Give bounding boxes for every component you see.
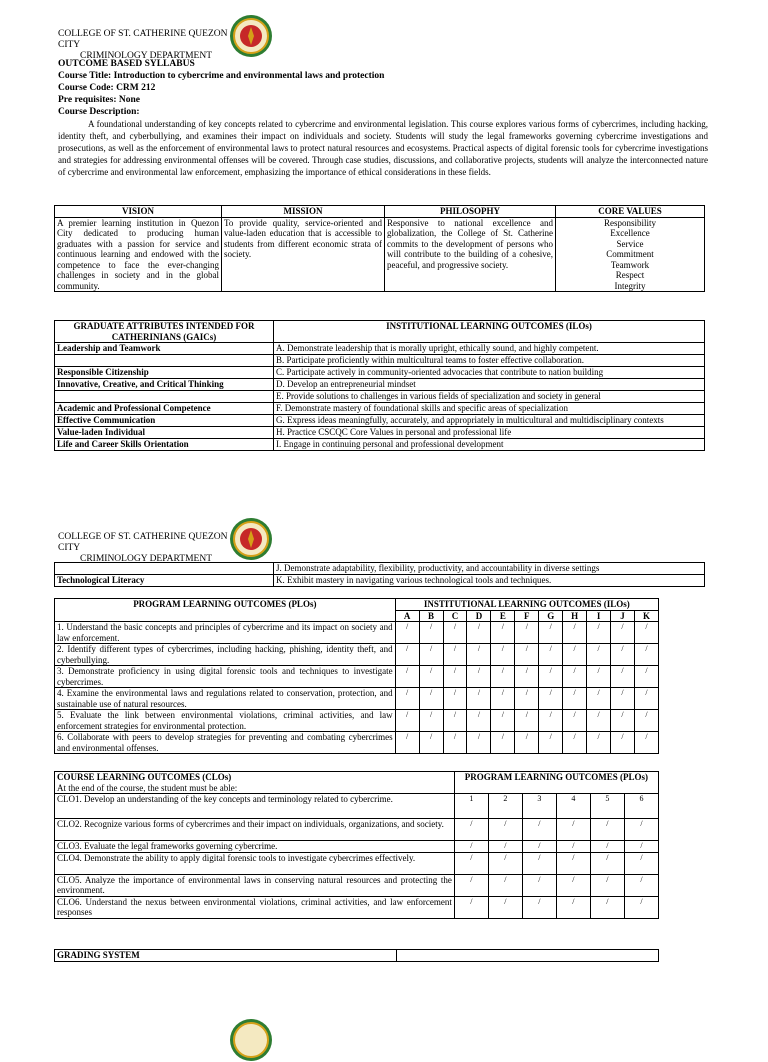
course-title-label: Course Title: xyxy=(58,71,112,81)
mapping-mark: / xyxy=(491,666,515,688)
clo-text: CLO5. Analyze the importance of environmental laws in conserving natural resources and protecting the environment. xyxy=(55,874,455,896)
table-row xyxy=(55,415,705,427)
mapping-mark: / xyxy=(590,874,624,896)
mapping-mark: / xyxy=(563,688,587,710)
mapping-mark: / xyxy=(467,622,491,644)
ilo-text: J. Demonstrate adaptability, flexibility, productivity, and accountability in diverse settings xyxy=(274,563,705,575)
ilo-column-header: H xyxy=(563,610,587,622)
gaic-attribute: Leadership and Teamwork xyxy=(55,343,274,355)
mapping-mark: / xyxy=(467,732,491,754)
mapping-mark: / xyxy=(522,819,556,841)
mapping-mark: / xyxy=(624,874,658,896)
mapping-mark: / xyxy=(556,841,590,853)
plo-column-header: 5 xyxy=(590,794,624,819)
mapping-mark: / xyxy=(467,710,491,732)
mapping-mark: / xyxy=(395,666,419,688)
mapping-mark: / xyxy=(556,819,590,841)
table-row xyxy=(55,403,705,415)
vision-text: A premier learning institution in Quezon City dedicated to producing human graduates with a passion for service and continuous learning and endowed with the competence to face the ever-changing challenges in society and in the global community. xyxy=(55,217,222,292)
table-row xyxy=(55,874,659,896)
mapping-mark: / xyxy=(587,710,611,732)
mission-text: To provide quality, service-oriented and value-laden education that is accessible to students from different economic strata of society. xyxy=(222,217,385,292)
mapping-mark: / xyxy=(454,841,488,853)
mapping-mark: / xyxy=(419,732,443,754)
mapping-mark: / xyxy=(611,732,635,754)
mapping-mark: / xyxy=(454,874,488,896)
mapping-mark: / xyxy=(634,688,658,710)
gaic-attribute xyxy=(55,391,274,403)
mapping-mark: / xyxy=(515,644,539,666)
clo-text: CLO4. Demonstrate the ability to apply digital forensic tools to investigate cybercrimes effectively. xyxy=(55,852,455,874)
mapping-mark: / xyxy=(634,666,658,688)
clo-text: CLO3. Evaluate the legal frameworks governing cybercrime. xyxy=(55,841,455,853)
mapping-mark: / xyxy=(395,732,419,754)
mapping-mark: / xyxy=(419,644,443,666)
table-row xyxy=(55,575,705,587)
table-row xyxy=(55,710,659,732)
mapping-mark: / xyxy=(634,732,658,754)
mapping-mark: / xyxy=(624,841,658,853)
grading-label: GRADING SYSTEM xyxy=(55,950,397,962)
plo-ilo-table xyxy=(54,598,659,754)
mapping-mark: / xyxy=(454,852,488,874)
mapping-mark: / xyxy=(587,666,611,688)
mapping-mark: / xyxy=(587,622,611,644)
mapping-mark: / xyxy=(611,688,635,710)
ilo-text: B. Participate proficiently within multicultural teams to foster effective collaboration. xyxy=(274,355,705,367)
mapping-mark: / xyxy=(443,644,467,666)
prereq-label: Pre requisites: xyxy=(58,95,117,105)
gaic-attribute: Life and Career Skills Orientation xyxy=(55,439,274,451)
mapping-mark: / xyxy=(590,896,624,918)
mapping-mark: / xyxy=(556,852,590,874)
plo-text: 1. Understand the basic concepts and principles of cybercrime and its impact on society and law enforcement. xyxy=(55,622,396,644)
vision-heading: VISION xyxy=(55,206,222,218)
ilo-column-header: C xyxy=(443,610,467,622)
mapping-mark: / xyxy=(539,622,563,644)
table-row xyxy=(55,896,659,918)
table-row xyxy=(55,427,705,439)
vision-mission-table xyxy=(54,205,705,292)
clo-subheading: At the end of the course, the student must be able: xyxy=(57,782,238,793)
mission-heading: MISSION xyxy=(222,206,385,218)
gaic-table xyxy=(54,320,705,451)
department-name: CRIMINOLOGY DEPARTMENT xyxy=(80,554,212,564)
ilo-column-header: G xyxy=(539,610,563,622)
mapping-mark: / xyxy=(590,841,624,853)
ilo-column-header: K xyxy=(634,610,658,622)
ilo-text: E. Provide solutions to challenges in various fields of specialization and society in general xyxy=(274,391,705,403)
clo-heading: COURSE LEARNING OUTCOMES (CLOs) xyxy=(57,772,232,782)
core-values-list xyxy=(556,217,705,292)
mapping-mark: / xyxy=(443,710,467,732)
clo-text: CLO6. Understand the nexus between environmental violations, criminal activities, and law enforcement responses xyxy=(55,896,455,918)
ilo-column-header: B xyxy=(419,610,443,622)
plo-text: 4. Examine the environmental laws and regulations related to conservation, protection, and sustainable use of natural resources. xyxy=(55,688,396,710)
plo-column-header: 4 xyxy=(556,794,590,819)
mapping-mark: / xyxy=(556,896,590,918)
plo-column-header: 2 xyxy=(488,794,522,819)
ilo-text: A. Demonstrate leadership that is morally upright, ethically sound, and highly competent. xyxy=(274,343,705,355)
gaic-attribute: Effective Communication xyxy=(55,415,274,427)
mapping-mark: / xyxy=(624,852,658,874)
mapping-mark: / xyxy=(611,666,635,688)
ilo-column-header: D xyxy=(467,610,491,622)
core-values-heading: CORE VALUES xyxy=(556,206,705,218)
mapping-mark: / xyxy=(395,688,419,710)
mapping-mark: / xyxy=(443,622,467,644)
plo-column-header: 3 xyxy=(522,794,556,819)
ilo-text: C. Participate actively in community-oriented advocacies that contribute to nation building xyxy=(274,367,705,379)
table-row xyxy=(55,666,659,688)
mapping-mark: / xyxy=(419,688,443,710)
mapping-mark: / xyxy=(491,688,515,710)
mapping-mark: / xyxy=(539,644,563,666)
table-row xyxy=(55,622,659,644)
table-row xyxy=(55,732,659,754)
description-label: Course Description: xyxy=(58,107,140,117)
table-row xyxy=(55,841,659,853)
mapping-mark: / xyxy=(515,710,539,732)
ilo-column-header: J xyxy=(611,610,635,622)
mapping-mark: / xyxy=(515,732,539,754)
ilo-text: G. Express ideas meaningfully, accurately, and appropriately in multicultural and multidisciplinary contexts xyxy=(274,415,705,427)
table-row xyxy=(55,343,705,355)
mapping-mark: / xyxy=(467,644,491,666)
table-row xyxy=(55,391,705,403)
mapping-mark: / xyxy=(539,688,563,710)
ilo-column-header: F xyxy=(515,610,539,622)
mapping-mark: / xyxy=(634,622,658,644)
table-row xyxy=(55,644,659,666)
grading-table xyxy=(54,949,659,962)
mapping-mark: / xyxy=(522,896,556,918)
mapping-mark: / xyxy=(515,666,539,688)
core-value: Commitment xyxy=(606,249,654,259)
gaic-attribute: Academic and Professional Competence xyxy=(55,403,274,415)
mapping-mark: / xyxy=(467,688,491,710)
mapping-mark: / xyxy=(624,819,658,841)
table-row xyxy=(55,379,705,391)
gaic-attribute: Innovative, Creative, and Critical Thinking xyxy=(55,379,274,391)
mapping-mark: / xyxy=(587,732,611,754)
mapping-mark: / xyxy=(467,666,491,688)
core-value: Service xyxy=(616,238,644,249)
mapping-mark: / xyxy=(443,688,467,710)
mapping-mark: / xyxy=(556,874,590,896)
table-row xyxy=(55,563,705,575)
ilo-heading: INSTITUTIONAL LEARNING OUTCOMES (ILOs) xyxy=(274,321,705,343)
mapping-mark: / xyxy=(590,819,624,841)
philosophy-heading: PHILOSOPHY xyxy=(385,206,556,218)
mapping-mark: / xyxy=(395,710,419,732)
college-name: COLLEGE OF ST. CATHERINE QUEZON CITY xyxy=(58,532,228,553)
ilo-heading: INSTITUTIONAL LEARNING OUTCOMES (ILOs) xyxy=(395,599,658,611)
mapping-mark: / xyxy=(539,710,563,732)
table-row xyxy=(55,367,705,379)
core-value: Integrity xyxy=(614,280,646,291)
core-value: Excellence xyxy=(610,228,650,238)
ilo-column-header: I xyxy=(587,610,611,622)
mapping-mark: / xyxy=(563,732,587,754)
mapping-mark: / xyxy=(539,732,563,754)
mapping-mark: / xyxy=(563,666,587,688)
plo-heading: PROGRAM LEARNING OUTCOMES (PLOs) xyxy=(55,599,396,622)
ilo-text: I. Engage in continuing personal and professional development xyxy=(274,439,705,451)
mapping-mark: / xyxy=(522,841,556,853)
plo-column-header: 1 xyxy=(454,794,488,819)
gaic-attribute: Value-laden Individual xyxy=(55,427,274,439)
mapping-mark: / xyxy=(491,732,515,754)
mapping-mark: / xyxy=(395,622,419,644)
mapping-mark: / xyxy=(587,644,611,666)
course-description: A foundational understanding of key concepts related to cybercrime and environmental legislation. This course explores various forms of cybercrimes, including hacking, identity theft, and cyberbullying, and examines their impact on individuals and society. Students will study the legal frameworks governing cybercrime investigations and prosecutions, as well as the enforcement of environmental laws to protect natural resources and ecosystems. Practical aspects of digital forensic tools for cybercrime investigations and strategies for addressing environmental offenses will be covered. Through case studies, discussions, and collaborative projects, students will analyze the interconnected nature of cybercrime and environmental law enforcement, emphasizing the importance of ethical considerations in these fields. xyxy=(58,119,708,177)
mapping-mark: / xyxy=(491,710,515,732)
core-value: Respect xyxy=(615,270,645,280)
mapping-mark: / xyxy=(515,688,539,710)
mapping-mark: / xyxy=(491,622,515,644)
mapping-mark: / xyxy=(515,622,539,644)
mapping-mark: / xyxy=(488,852,522,874)
mapping-mark: / xyxy=(488,819,522,841)
mapping-mark: / xyxy=(522,852,556,874)
mapping-mark: / xyxy=(454,896,488,918)
plo-column-header: 6 xyxy=(624,794,658,819)
mapping-mark: / xyxy=(488,874,522,896)
mapping-mark: / xyxy=(443,666,467,688)
prereq: None xyxy=(118,95,140,105)
plo-text: 5. Evaluate the link between environmental violations, criminal activities, and law enforcement strategies for environmental protection. xyxy=(55,710,396,732)
mapping-mark: / xyxy=(419,710,443,732)
course-code: CRM 212 xyxy=(116,83,156,93)
mapping-mark: / xyxy=(454,819,488,841)
philosophy-text: Responsive to national excellence and globalization, the College of St. Catherine commits to the development of persons who will contribute to the building of a cohesive, peaceful, and progressive society. xyxy=(385,217,556,292)
mapping-mark: / xyxy=(419,666,443,688)
mapping-mark: / xyxy=(563,622,587,644)
gaic-attribute xyxy=(55,355,274,367)
mapping-mark: / xyxy=(491,644,515,666)
mapping-mark: / xyxy=(634,710,658,732)
plo-text: 6. Collaborate with peers to develop strategies for preventing and combating cybercrimes and environmental offenses. xyxy=(55,732,396,754)
table-row xyxy=(55,794,659,819)
college-seal-logo xyxy=(229,517,273,561)
mapping-mark: / xyxy=(395,644,419,666)
mapping-mark: / xyxy=(624,896,658,918)
mapping-mark: / xyxy=(590,852,624,874)
gaic-attribute: Responsible Citizenship xyxy=(55,367,274,379)
syllabus-info xyxy=(58,58,708,178)
gaic-table-continued xyxy=(54,562,705,587)
clo-plo-table xyxy=(54,771,659,919)
plo-text: 3. Demonstrate proficiency in using digital forensic tools and techniques to investigate cybercrimes. xyxy=(55,666,396,688)
grading-value xyxy=(397,950,659,962)
table-row xyxy=(55,355,705,367)
mapping-mark: / xyxy=(488,896,522,918)
college-seal-logo xyxy=(229,14,273,58)
mapping-mark: / xyxy=(634,644,658,666)
mapping-mark: / xyxy=(419,622,443,644)
ilo-column-header: E xyxy=(491,610,515,622)
college-header-page2 xyxy=(58,532,238,565)
table-row xyxy=(55,819,659,841)
mapping-mark: / xyxy=(563,644,587,666)
mapping-mark: / xyxy=(539,666,563,688)
gaic-heading: GRADUATE ATTRIBUTES INTENDED FOR CATHERINIANS (GAICs) xyxy=(55,321,274,343)
college-name: COLLEGE OF ST. CATHERINE QUEZON CITY xyxy=(58,29,228,50)
clo-text: CLO2. Recognize various forms of cybercrimes and their impact on individuals, organizations, and society. xyxy=(55,819,455,841)
mapping-mark: / xyxy=(611,622,635,644)
mapping-mark: / xyxy=(563,710,587,732)
college-seal-logo xyxy=(229,1018,273,1062)
ilo-text: D. Develop an entrepreneurial mindset xyxy=(274,379,705,391)
table-row xyxy=(55,852,659,874)
core-value: Responsibility xyxy=(603,217,656,228)
mapping-mark: / xyxy=(587,688,611,710)
doc-title: OUTCOME BASED SYLLABUS xyxy=(58,59,195,69)
table-row xyxy=(55,439,705,451)
mapping-mark: / xyxy=(443,732,467,754)
plo-text: 2. Identify different types of cybercrimes, including hacking, phishing, identity theft, and cyberbullying. xyxy=(55,644,396,666)
ilo-text: H. Practice CSCQC Core Values in personal and professional life xyxy=(274,427,705,439)
mapping-mark: / xyxy=(488,841,522,853)
clo-text: CLO1. Develop an understanding of the key concepts and terminology related to cybercrime. xyxy=(55,794,455,819)
department-name: CRIMINOLOGY DEPARTMENT xyxy=(80,51,212,61)
table-row xyxy=(55,688,659,710)
core-value: Teamwork xyxy=(610,259,650,270)
mapping-mark: / xyxy=(611,644,635,666)
clo-heading-cell xyxy=(55,772,455,794)
plo-heading: PROGRAM LEARNING OUTCOMES (PLOs) xyxy=(454,772,658,794)
mapping-mark: / xyxy=(611,710,635,732)
gaic-attribute: Technological Literacy xyxy=(55,575,274,587)
ilo-text: F. Demonstrate mastery of foundational skills and specific areas of specialization xyxy=(274,403,705,415)
mapping-mark: / xyxy=(522,874,556,896)
gaic-attribute xyxy=(55,563,274,575)
ilo-column-header: A xyxy=(395,610,419,622)
ilo-text: K. Exhibit mastery in navigating various technological tools and techniques. xyxy=(274,575,705,587)
course-title: Introduction to cybercrime and environmental laws and protection xyxy=(113,71,385,81)
course-code-label: Course Code: xyxy=(58,83,114,93)
